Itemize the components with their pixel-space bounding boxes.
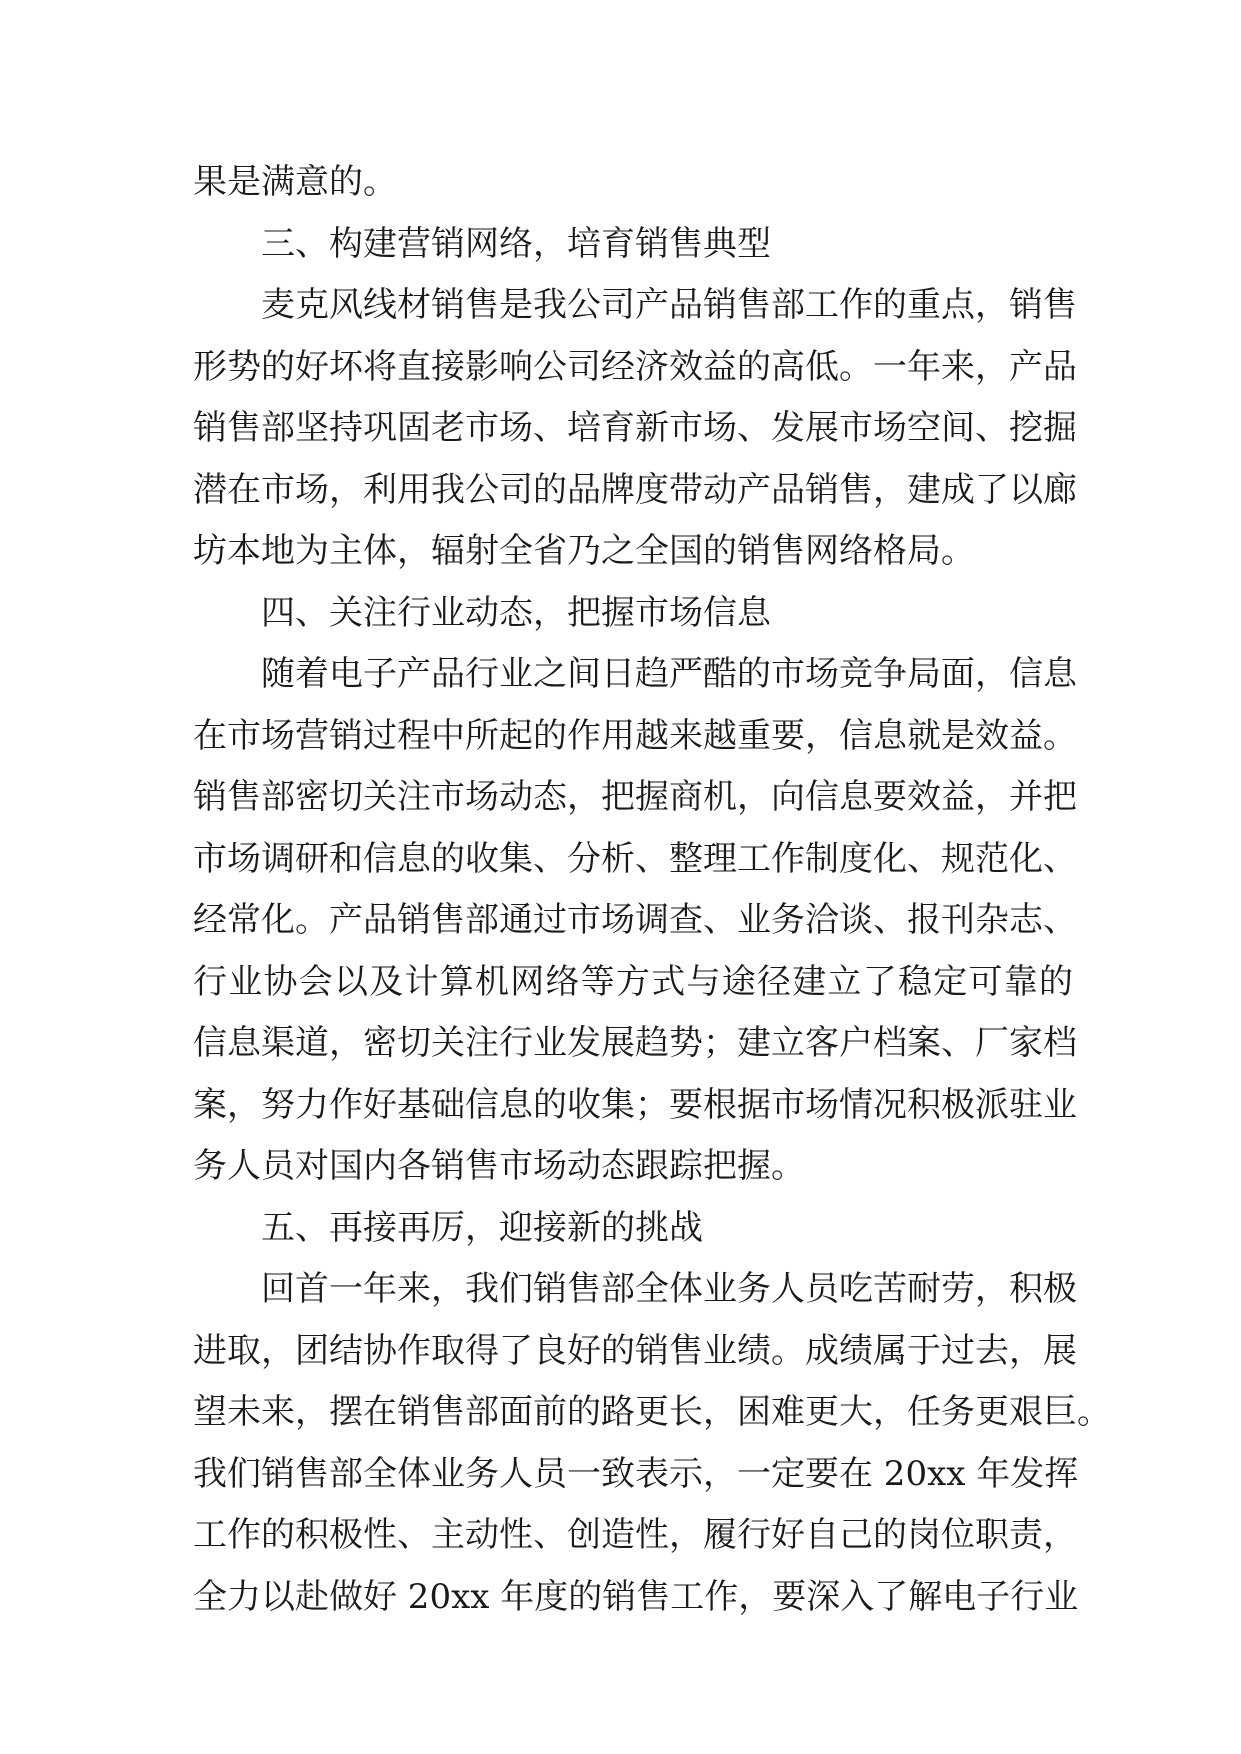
text-line: 市场调研和信息的收集、分析、整理工作制度化、规范化、 [193, 838, 1077, 879]
text-line: 在市场营销过程中所起的作用越来越重要，信息就是效益。 [193, 715, 1077, 756]
text-line: 销售部密切关注市场动态，把握商机，向信息要效益，并把 [193, 777, 1077, 817]
text-line: 麦克风线材销售是我公司产品销售部工作的重点，销售 [261, 285, 1077, 325]
text-line: 销售部坚持巩固老市场、培育新市场、发展市场空间、挖掘 [193, 408, 1077, 448]
text-line: 全力以赴做好 20xx 年度的销售工作，要深入了解电子行业 [193, 1576, 1079, 1617]
text-line: 务人员对国内各销售市场动态跟踪把握。 [193, 1146, 805, 1186]
text-line: 我们销售部全体业务人员一致表示，一定要在 20xx 年发挥 [193, 1453, 1079, 1494]
text-line: 四、关注行业动态，把握市场信息 [261, 592, 771, 633]
document-body [193, 152, 1111, 1628]
text-line: 信息渠道，密切关注行业发展趋势；建立客户档案、厂家档 [193, 1023, 1077, 1063]
text-line: 形势的好坏将直接影响公司经济效益的高低。一年来，产品 [193, 346, 1077, 387]
text-line: 回首一年来，我们销售部全体业务人员吃苦耐劳，积极 [261, 1269, 1077, 1309]
text-line: 经常化。产品销售部通过市场调查、业务洽谈、报刊杂志、 [193, 900, 1077, 940]
text-line: 望未来，摆在销售部面前的路更长，困难更大，任务更艰巨。 [193, 1392, 1111, 1432]
text-line: 果是满意的。 [193, 162, 397, 202]
text-line: 坊本地为主体，辐射全省乃之全国的销售网络格局。 [193, 531, 975, 571]
text-line: 进取，团结协作取得了良好的销售业绩。成绩属于过去，展 [193, 1330, 1077, 1371]
text-line: 潜在市场，利用我公司的品牌度带动产品销售，建成了以廊 [193, 469, 1077, 510]
text-line: 三、构建营销网络，培育销售典型 [261, 223, 771, 264]
text-line: 五、再接再厉，迎接新的挑战 [261, 1207, 703, 1248]
text-line: 案，努力作好基础信息的收集；要根据市场情况积极派驻业 [193, 1084, 1077, 1125]
text-line: 行业协会以及计算机网络等方式与途径建立了稳定可靠的 [193, 961, 1073, 1002]
text-line: 随着电子产品行业之间日趋严酷的市场竞争局面，信息 [261, 654, 1077, 694]
text-line: 工作的积极性、主动性、创造性，履行好自己的岗位职责， [193, 1515, 1077, 1555]
